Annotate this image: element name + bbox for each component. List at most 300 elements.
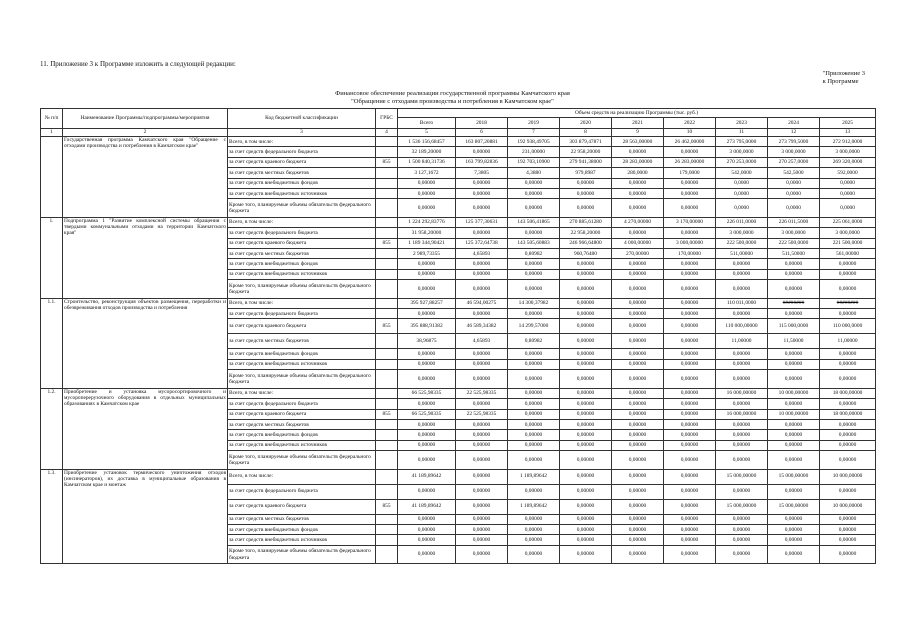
value-year: 0,00000 xyxy=(560,259,612,269)
funding-source: за счет средств внебюджетных фондов xyxy=(228,430,376,440)
value-year: 0,00000 xyxy=(768,524,820,534)
value-year: 16 000,00000 xyxy=(716,388,768,398)
value-year: 0,00000 xyxy=(820,451,876,470)
value-year: 0,00000 xyxy=(560,535,612,545)
value-year: 0,00000 xyxy=(664,334,716,349)
funding-source: Всего, в том числе: xyxy=(228,298,376,308)
value-year: 0,00000 xyxy=(508,309,560,319)
value-year: 0,00000 xyxy=(560,524,612,534)
value-year: 0,00000 xyxy=(716,269,768,279)
funding-source: за счет средств краевого бюджета xyxy=(228,499,376,514)
value-year: 22 525,98335 xyxy=(456,388,508,398)
grbs-code xyxy=(376,188,398,198)
column-number: 11 xyxy=(716,129,768,137)
funding-source: Кроме того, планируемые объемы обязательств федерального бюджета xyxy=(228,199,376,218)
value-year: 0,00000 xyxy=(508,228,560,238)
value-total: 0,00000 xyxy=(398,309,456,319)
value-year: 16 000,00000 xyxy=(716,409,768,419)
value-year: 0,00000 xyxy=(508,399,560,409)
funding-source: за счет средств краевого бюджета xyxy=(228,409,376,419)
column-number: 7 xyxy=(508,129,560,137)
value-year: 0,00000 xyxy=(612,349,664,359)
value-year: 0,00000 xyxy=(768,514,820,524)
value-year: 3 000,0000 xyxy=(716,147,768,157)
value-year: 11,00000 xyxy=(716,334,768,349)
value-year: 0,00000 xyxy=(664,451,716,470)
table-body xyxy=(41,137,876,564)
funding-source: за счет средств краевого бюджета xyxy=(228,238,376,248)
column-number: 3 xyxy=(228,129,376,137)
value-total: 38,96875 xyxy=(398,334,456,349)
value-year: 0,00000 xyxy=(508,440,560,450)
value-year: 0,00000 xyxy=(560,370,612,389)
value-year: 0,00000 xyxy=(456,178,508,188)
value-total: 0,00000 xyxy=(398,440,456,450)
funding-source: за счет средств федерального бюджета xyxy=(228,228,376,238)
value-year: 143 505,60883 xyxy=(508,238,560,248)
value-year: 0,00000 xyxy=(716,430,768,440)
value-year: 0,00000 xyxy=(456,309,508,319)
grbs-code xyxy=(376,259,398,269)
value-year: 0,00000 xyxy=(612,430,664,440)
grbs-code xyxy=(376,199,398,218)
value-year: 0,00000 xyxy=(664,280,716,299)
value-year: 0,00000 xyxy=(612,388,664,398)
value-year: 0,00000 xyxy=(716,535,768,545)
value-year: 0,00000 xyxy=(612,334,664,349)
value-year: 0,00000 xyxy=(664,545,716,564)
value-year: 0,00000 xyxy=(716,484,768,499)
funding-source: за счет средств внебюджетных фондов xyxy=(228,259,376,269)
value-year: 0,00000 xyxy=(456,188,508,198)
header-year: 2019 xyxy=(508,118,560,129)
value-year: 0,00000 xyxy=(456,451,508,470)
value-year: 0,00000 xyxy=(456,199,508,218)
value-year: 110 000,00000 xyxy=(716,319,768,334)
value-total: 0,00000 xyxy=(398,484,456,499)
value-year: 3 000,0000 xyxy=(768,228,820,238)
value-year: 0,00000 xyxy=(456,228,508,238)
value-year: 115 000,0000 xyxy=(768,319,820,334)
value-year: 0,0000 xyxy=(768,188,820,198)
grbs-code xyxy=(376,298,398,308)
grbs-code xyxy=(376,535,398,545)
value-total: 0,00000 xyxy=(398,514,456,524)
value-year: 0,00000 xyxy=(508,484,560,499)
value-year: 0,00000 xyxy=(612,359,664,369)
grbs-code: 855 xyxy=(376,238,398,248)
value-year: 3 000,00000 xyxy=(664,238,716,248)
funding-table xyxy=(40,108,876,564)
value-year: 0,00000 xyxy=(768,399,820,409)
value-year: 0,00000 xyxy=(716,280,768,299)
value-year: 0,00000 xyxy=(612,451,664,470)
header-year: 2022 xyxy=(664,118,716,129)
column-number: 10 xyxy=(664,129,716,137)
grbs-code: 855 xyxy=(376,409,398,419)
value-year: 0,00000 xyxy=(820,419,876,429)
value-year: 10 000,00000 xyxy=(768,409,820,419)
value-year: 15 000,00000 xyxy=(716,469,768,484)
value-year: 7,3805 xyxy=(456,168,508,178)
value-total: 3 127,1672 xyxy=(398,168,456,178)
grbs-code xyxy=(376,228,398,238)
value-year: 0,00000 xyxy=(612,545,664,564)
value-year: 226 011,0000 xyxy=(716,217,768,227)
value-year: 0,00000 xyxy=(612,228,664,238)
value-total: 2 989,73355 xyxy=(398,249,456,259)
value-year: 0,00000 xyxy=(560,309,612,319)
funding-source: Кроме того, планируемые объемы обязательств федерального бюджета xyxy=(228,545,376,564)
value-year: 18 000,00000 xyxy=(820,388,876,398)
appendix-line-2: к Программе xyxy=(822,78,859,86)
row-number: 1.3. xyxy=(41,469,63,564)
grbs-code xyxy=(376,147,398,157)
intro-text: 11. Приложение 3 к Программе изложить в следующей редакции: xyxy=(40,60,236,68)
value-year: 110 011,0000 xyxy=(716,298,768,308)
value-year: 0,00000 xyxy=(768,440,820,450)
appendix-line-1: "Приложение 3 xyxy=(822,70,865,77)
value-year: 0,00000 xyxy=(612,298,664,308)
value-year: 0,00000 xyxy=(456,535,508,545)
value-year: 592,0000 xyxy=(820,168,876,178)
value-year: 0,00000 xyxy=(820,370,876,389)
value-year: 0,0000 xyxy=(820,178,876,188)
table-row xyxy=(41,217,876,227)
value-year: 11,50000 xyxy=(768,334,820,349)
column-number: 8 xyxy=(560,129,612,137)
value-year: 0,00000 xyxy=(612,309,664,319)
value-year: 0,00000 xyxy=(612,409,664,419)
value-year: 0,0000 xyxy=(716,199,768,218)
value-year: 0,00000 xyxy=(612,499,664,514)
funding-source: за счет средств краевого бюджета xyxy=(228,319,376,334)
value-year: 0,00000 xyxy=(612,259,664,269)
value-year: 0,00000 xyxy=(716,359,768,369)
value-year: ######## xyxy=(768,298,820,308)
title-line-2: "Обращение с отходами производства и потребления в Камчатском крае" xyxy=(351,98,554,106)
value-year: 26 283,00000 xyxy=(664,157,716,167)
value-year: 0,00000 xyxy=(560,388,612,398)
value-year: 4 000,00000 xyxy=(612,238,664,248)
value-year: 0,00000 xyxy=(456,359,508,369)
value-year: 0,00000 xyxy=(508,269,560,279)
value-year: 192 703,10900 xyxy=(508,157,560,167)
column-number: 9 xyxy=(612,129,664,137)
value-year: 0,00000 xyxy=(508,545,560,564)
value-year: 0,00000 xyxy=(560,178,612,188)
value-year: 0,00000 xyxy=(612,535,664,545)
value-year: 0,00000 xyxy=(508,349,560,359)
value-year: 0,00000 xyxy=(664,430,716,440)
value-year: 0,00000 xyxy=(664,514,716,524)
value-year: 0,00000 xyxy=(716,399,768,409)
value-year: 1 189,89642 xyxy=(508,499,560,514)
value-year: 22 525,98335 xyxy=(456,409,508,419)
grbs-code xyxy=(376,178,398,188)
value-total: 0,00000 xyxy=(398,280,456,299)
value-year: 1 189,89642 xyxy=(508,469,560,484)
value-year: 270 257,0000 xyxy=(768,157,820,167)
value-year: 0,00000 xyxy=(612,419,664,429)
value-year: 0,00000 xyxy=(820,399,876,409)
value-year: 0,00000 xyxy=(716,524,768,534)
grbs-code xyxy=(376,451,398,470)
value-year: 0,00000 xyxy=(508,430,560,440)
value-year: 0,00000 xyxy=(664,370,716,389)
value-year: 0,00000 xyxy=(456,399,508,409)
value-year: 0,00000 xyxy=(508,178,560,188)
value-year: 542,0000 xyxy=(716,168,768,178)
funding-source: за счет средств федерального бюджета xyxy=(228,484,376,499)
value-year: 221 500,0000 xyxy=(820,238,876,248)
value-year: 0,00000 xyxy=(612,370,664,389)
value-year: 0,00000 xyxy=(508,188,560,198)
funding-source: за счет средств местных бюджетов xyxy=(228,168,376,178)
value-year: 0,00000 xyxy=(560,409,612,419)
grbs-code xyxy=(376,280,398,299)
value-year: 0,00000 xyxy=(664,147,716,157)
value-year: 0,80982 xyxy=(508,334,560,349)
value-year: 0,00000 xyxy=(664,349,716,359)
value-year: 179,0000 xyxy=(664,168,716,178)
grbs-code xyxy=(376,484,398,499)
value-year: 110 000,0000 xyxy=(820,319,876,334)
value-year: 960,76480 xyxy=(560,249,612,259)
header-year: 2024 xyxy=(768,118,820,129)
value-total: 0,00000 xyxy=(398,259,456,269)
header-grbs: ГРБС xyxy=(376,109,398,129)
grbs-code xyxy=(376,217,398,227)
value-year: 22 958,20000 xyxy=(560,147,612,157)
funding-source: за счет средств местных бюджетов xyxy=(228,419,376,429)
value-year: 0,00000 xyxy=(716,419,768,429)
value-year: 0,00000 xyxy=(560,349,612,359)
value-year: 4,65893 xyxy=(456,249,508,259)
value-year: 0,00000 xyxy=(508,280,560,299)
column-number: 6 xyxy=(456,129,508,137)
value-year: 0,00000 xyxy=(716,514,768,524)
value-total: 0,00000 xyxy=(398,545,456,564)
funding-source: за счет средств местных бюджетов xyxy=(228,514,376,524)
value-year: 280,0000 xyxy=(612,168,664,178)
funding-source: Кроме того, планируемые объемы обязательств федерального бюджета xyxy=(228,370,376,389)
value-total: 1 536 156,68457 xyxy=(398,137,456,147)
value-year: 0,00000 xyxy=(560,419,612,429)
funding-source: Всего, в том числе: xyxy=(228,469,376,484)
funding-source: за счет средств внебюджетных источников xyxy=(228,188,376,198)
value-year: 0,00000 xyxy=(664,399,716,409)
value-year: 0,00000 xyxy=(456,524,508,534)
grbs-code xyxy=(376,349,398,359)
value-year: 561,00000 xyxy=(820,249,876,259)
value-year: 125 372,64738 xyxy=(456,238,508,248)
value-year: 222 500,0000 xyxy=(768,238,820,248)
value-year: 273 799,5000 xyxy=(768,137,820,147)
value-year: 226 011,5000 xyxy=(768,217,820,227)
row-number: 1. xyxy=(41,217,63,298)
value-year: 0,00000 xyxy=(768,419,820,429)
value-year: 0,00000 xyxy=(664,499,716,514)
value-year: 0,00000 xyxy=(820,524,876,534)
value-year: 0,00000 xyxy=(664,269,716,279)
value-year: 0,00000 xyxy=(664,228,716,238)
grbs-code xyxy=(376,399,398,409)
value-year: 14 299,57000 xyxy=(508,319,560,334)
value-year: 0,00000 xyxy=(664,178,716,188)
value-year: 0,00000 xyxy=(456,514,508,524)
funding-source: за счет средств краевого бюджета xyxy=(228,157,376,167)
value-year: 0,00000 xyxy=(716,545,768,564)
value-year: 0,00000 xyxy=(560,545,612,564)
value-year: 231,00000 xyxy=(508,147,560,157)
value-year: 0,00000 xyxy=(768,484,820,499)
value-total: 0,00000 xyxy=(398,451,456,470)
value-year: 0,00000 xyxy=(664,440,716,450)
value-year: 0,00000 xyxy=(456,280,508,299)
grbs-code xyxy=(376,370,398,389)
value-year: 0,00000 xyxy=(820,545,876,564)
value-year: 143 506,41865 xyxy=(508,217,560,227)
value-total: 0,00000 xyxy=(398,178,456,188)
value-year: 0,00000 xyxy=(508,359,560,369)
value-year: 0,00000 xyxy=(820,359,876,369)
value-year: 4 270,00000 xyxy=(612,217,664,227)
value-year: 0,00000 xyxy=(456,147,508,157)
value-year: 0,00000 xyxy=(768,545,820,564)
value-year: 163 807,20881 xyxy=(456,137,508,147)
value-year: 0,00000 xyxy=(716,440,768,450)
title-line-1: Финансовое обеспечение реализации государственной программы Камчатского края xyxy=(335,90,570,97)
grbs-code xyxy=(376,419,398,429)
grbs-code xyxy=(376,334,398,349)
header-year: 2018 xyxy=(456,118,508,129)
value-year: 0,00000 xyxy=(456,259,508,269)
value-year: 170,00000 xyxy=(664,249,716,259)
funding-source: Всего, в том числе: xyxy=(228,388,376,398)
value-year: 4,3880 xyxy=(508,168,560,178)
value-year: 0,00000 xyxy=(456,349,508,359)
column-number: 5 xyxy=(398,129,456,137)
column-number: 4 xyxy=(376,129,398,137)
value-year: 542,5000 xyxy=(768,168,820,178)
value-year: 0,00000 xyxy=(560,514,612,524)
value-year: 10 000,00000 xyxy=(768,388,820,398)
value-year: 246 966,64800 xyxy=(560,238,612,248)
value-year: 0,00000 xyxy=(612,484,664,499)
value-year: 0,00000 xyxy=(560,199,612,218)
header-total: Всего xyxy=(398,118,456,129)
value-year: 0,00000 xyxy=(768,309,820,319)
value-year: 0,00000 xyxy=(456,499,508,514)
value-year: 3 000,0000 xyxy=(820,228,876,238)
value-total: 0,00000 xyxy=(398,199,456,218)
value-year: 0,00000 xyxy=(664,359,716,369)
value-year: 3 000,0000 xyxy=(820,147,876,157)
value-year: 0,00000 xyxy=(456,440,508,450)
value-year: 46 594,00275 xyxy=(456,298,508,308)
value-total: 41 189,89642 xyxy=(398,499,456,514)
table-row xyxy=(41,298,876,308)
value-total: 1 224 292,83776 xyxy=(398,217,456,227)
value-year: 0,00000 xyxy=(456,484,508,499)
value-year: 272 912,0000 xyxy=(820,137,876,147)
value-total: 1 500 840,31736 xyxy=(398,157,456,167)
funding-source: за счет средств федерального бюджета xyxy=(228,399,376,409)
value-year: 0,00000 xyxy=(820,309,876,319)
value-year: 0,00000 xyxy=(664,199,716,218)
value-total: 32 189,20000 xyxy=(398,147,456,157)
column-number: 2 xyxy=(63,129,228,137)
value-year: 0,00000 xyxy=(768,535,820,545)
value-year: 225 061,0000 xyxy=(820,217,876,227)
value-year: 0,00000 xyxy=(560,269,612,279)
header-name: Наименование Программы/подпрограммы/мероприятия xyxy=(63,109,228,129)
value-year: 0,00000 xyxy=(612,440,664,450)
value-year: 0,00000 xyxy=(456,269,508,279)
value-year: 0,00000 xyxy=(820,514,876,524)
value-year: 303 879,47871 xyxy=(560,137,612,147)
header-code: Код бюджетной классификации xyxy=(228,109,376,129)
value-year: 511,50000 xyxy=(768,249,820,259)
program-name: Приобретение и установка мусоросортировочного и мусороперерузочного оборудования в отдельных муниципальных образованиях в Камчатском крае xyxy=(63,388,228,469)
value-year: 0,00000 xyxy=(716,259,768,269)
value-year: 0,00000 xyxy=(768,430,820,440)
value-year: 0,00000 xyxy=(664,419,716,429)
row-number: 1.2. xyxy=(41,388,63,469)
value-total: 0,00000 xyxy=(398,188,456,198)
value-year: 0,00000 xyxy=(560,484,612,499)
value-year: 10 000,00000 xyxy=(820,469,876,484)
value-year: 0,00000 xyxy=(456,370,508,389)
value-year: 18 000,00000 xyxy=(820,409,876,419)
table-row xyxy=(41,388,876,398)
value-year: 0,00000 xyxy=(508,419,560,429)
value-year: 0,00000 xyxy=(508,451,560,470)
grbs-code xyxy=(376,309,398,319)
value-year: 279 941,38000 xyxy=(560,157,612,167)
funding-source: за счет средств внебюджетных фондов xyxy=(228,178,376,188)
header-year: 2021 xyxy=(612,118,664,129)
funding-source: за счет средств внебюджетных источников xyxy=(228,535,376,545)
grbs-code: 855 xyxy=(376,319,398,334)
value-total: 31 958,20000 xyxy=(398,228,456,238)
value-year: 163 799,82836 xyxy=(456,157,508,167)
value-year: 0,00000 xyxy=(508,259,560,269)
grbs-code: 855 xyxy=(376,499,398,514)
grbs-code xyxy=(376,249,398,259)
value-year: 0,00000 xyxy=(508,409,560,419)
value-year: 0,00000 xyxy=(560,469,612,484)
grbs-code xyxy=(376,440,398,450)
funding-source: Кроме того, планируемые объемы обязательств федерального бюджета xyxy=(228,451,376,470)
value-year: 0,00000 xyxy=(820,269,876,279)
value-year: 0,0000 xyxy=(716,188,768,198)
value-year: 0,00000 xyxy=(508,388,560,398)
value-year: 0,00000 xyxy=(560,298,612,308)
value-year: 14 300,37982 xyxy=(508,298,560,308)
value-year: 270 885,61280 xyxy=(560,217,612,227)
value-year: 0,00000 xyxy=(664,259,716,269)
value-total: 1 189 344,90421 xyxy=(398,238,456,248)
value-year: 28 563,00000 xyxy=(612,137,664,147)
value-year: 0,00000 xyxy=(716,309,768,319)
grbs-code xyxy=(376,545,398,564)
value-year: 4,65893 xyxy=(456,334,508,349)
grbs-code xyxy=(376,430,398,440)
value-total: 66 525,98335 xyxy=(398,388,456,398)
value-year: 0,00000 xyxy=(612,319,664,334)
